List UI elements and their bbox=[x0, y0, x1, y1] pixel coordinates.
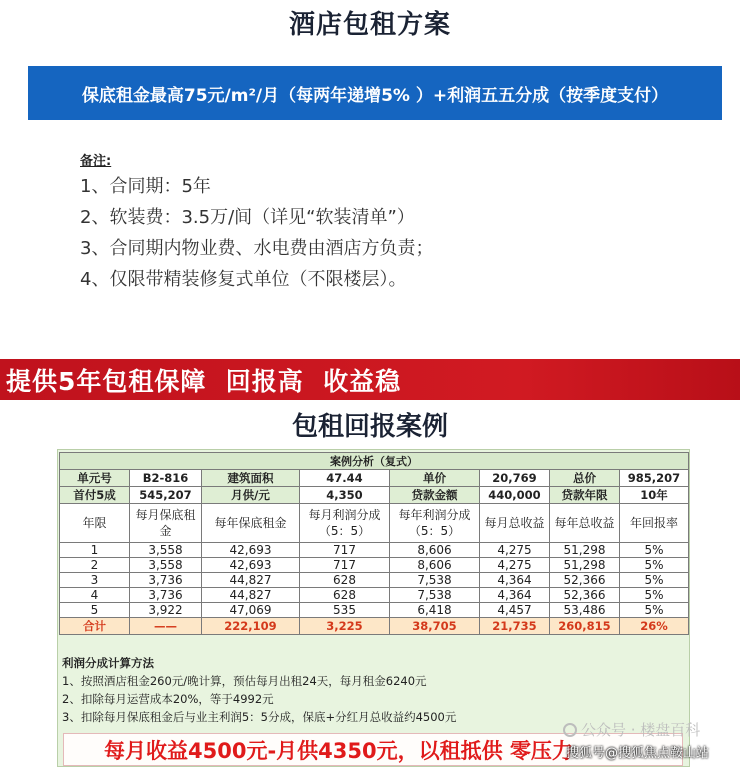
table-cell: 7,538 bbox=[390, 588, 480, 603]
table-row bbox=[60, 603, 689, 618]
table-cell: 1 bbox=[60, 543, 130, 558]
method-item: 1、按照酒店租金260元/晚计算，预估每月出租24天，每月租金6240元 bbox=[62, 674, 427, 688]
table-cell: 4,364 bbox=[480, 573, 550, 588]
table-cell: 每月保底租金 bbox=[130, 504, 202, 543]
watermark-gzh bbox=[563, 719, 700, 740]
table-cell: 首付5成 bbox=[60, 487, 130, 504]
table-cell: 21,735 bbox=[480, 618, 550, 635]
table-cell: 260,815 bbox=[550, 618, 620, 635]
table-cell: 53,486 bbox=[550, 603, 620, 618]
table-cell: 5% bbox=[620, 603, 689, 618]
table-cell: 月供/元 bbox=[202, 487, 300, 504]
table-cell: 222,109 bbox=[202, 618, 300, 635]
table-cell: 535 bbox=[300, 603, 390, 618]
table-cell: 440,000 bbox=[480, 487, 550, 504]
method-item: 3、扣除每月保底租金后与业主利润5：5分成，保底+分红月总收益约4500元 bbox=[62, 710, 457, 724]
watermark-sohu: 搜狐号@搜狐焦点鞍山站 bbox=[566, 746, 710, 761]
promo-text: 每月收益4500元-月供4350元，以租抵供 零压力 bbox=[104, 738, 573, 763]
table-row bbox=[60, 588, 689, 603]
table-cell: —— bbox=[130, 618, 202, 635]
guarantee-text: 提供5年包租保障 回报高 收益稳 bbox=[6, 366, 402, 396]
case-table bbox=[59, 452, 689, 635]
watermark-gzh-text: 公众号 · 楼盘百科 bbox=[581, 721, 701, 739]
wechat-icon bbox=[563, 723, 577, 737]
table-cell: 4,275 bbox=[480, 543, 550, 558]
table-cell: 4,457 bbox=[480, 603, 550, 618]
table-cell: 5% bbox=[620, 558, 689, 573]
table-cell: 51,298 bbox=[550, 543, 620, 558]
table-cell: 2 bbox=[60, 558, 130, 573]
header-row bbox=[60, 504, 689, 543]
table-caption-row bbox=[60, 453, 689, 470]
table-cell: 628 bbox=[300, 588, 390, 603]
table-cell: 3,922 bbox=[130, 603, 202, 618]
note-item: 4、仅限带精装修复式单位（不限楼层）。 bbox=[80, 269, 407, 290]
case-title: 包租回报案例 bbox=[291, 412, 448, 442]
table-cell: 3,558 bbox=[130, 558, 202, 573]
table-cell: 52,366 bbox=[550, 588, 620, 603]
table-cell: 单元号 bbox=[60, 470, 130, 487]
table-cell: 3,225 bbox=[300, 618, 390, 635]
method-section bbox=[62, 654, 456, 726]
table-cell: 38,705 bbox=[390, 618, 480, 635]
note-item: 2、软装费：3.5万/间（详见“软装清单”） bbox=[80, 207, 415, 228]
table-cell: 5% bbox=[620, 588, 689, 603]
table-cell: 4 bbox=[60, 588, 130, 603]
table-cell: 总价 bbox=[550, 470, 620, 487]
info-row bbox=[60, 470, 689, 487]
info-row bbox=[60, 487, 689, 504]
table-cell: 20,769 bbox=[480, 470, 550, 487]
table-cell: 52,366 bbox=[550, 573, 620, 588]
table-cell: 10年 bbox=[620, 487, 689, 504]
table-cell: 建筑面积 bbox=[202, 470, 300, 487]
table-cell: 单价 bbox=[390, 470, 480, 487]
table-cell: 年回报率 bbox=[620, 504, 689, 543]
notes-heading: 备注: bbox=[80, 154, 112, 169]
table-cell: 3,558 bbox=[130, 543, 202, 558]
table-cell: 每月利润分成（5：5） bbox=[300, 504, 390, 543]
table-cell: 717 bbox=[300, 558, 390, 573]
table-cell: 47,069 bbox=[202, 603, 300, 618]
table-cell: 42,693 bbox=[202, 558, 300, 573]
table-cell: 4,275 bbox=[480, 558, 550, 573]
table-cell: 44,827 bbox=[202, 588, 300, 603]
table-row bbox=[60, 543, 689, 558]
table-cell: 贷款年限 bbox=[550, 487, 620, 504]
table-cell: 年限 bbox=[60, 504, 130, 543]
table-cell: 44,827 bbox=[202, 573, 300, 588]
table-cell: 985,207 bbox=[620, 470, 689, 487]
table-cell: 26% bbox=[620, 618, 689, 635]
table-cell: 合计 bbox=[60, 618, 130, 635]
table-cell: 42,693 bbox=[202, 543, 300, 558]
table-cell: 贷款金额 bbox=[390, 487, 480, 504]
note-item: 3、合同期内物业费、水电费由酒店方负责； bbox=[80, 238, 434, 259]
table-cell: 6,418 bbox=[390, 603, 480, 618]
table-cell: 4,364 bbox=[480, 588, 550, 603]
table-cell: 8,606 bbox=[390, 558, 480, 573]
table-cell: 5% bbox=[620, 573, 689, 588]
table-cell: 545,207 bbox=[130, 487, 202, 504]
total-row bbox=[60, 618, 689, 635]
method-title: 利润分成计算方法 bbox=[62, 656, 154, 670]
table-cell: 3 bbox=[60, 573, 130, 588]
table-row bbox=[60, 558, 689, 573]
rent-terms-text: 保底租金最高75元/m²/月（每两年递增5% ）+利润五五分成（按季度支付） bbox=[81, 85, 669, 106]
table-cell: 每年保底租金 bbox=[202, 504, 300, 543]
page-title: 酒店包租方案 bbox=[288, 10, 451, 40]
rent-terms-banner bbox=[28, 66, 722, 120]
notes-section bbox=[80, 150, 433, 295]
note-item: 1、合同期：5年 bbox=[80, 176, 211, 197]
table-cell: 47.44 bbox=[300, 470, 390, 487]
table-cell: 3,736 bbox=[130, 573, 202, 588]
table-cell: 每年利润分成（5：5） bbox=[390, 504, 480, 543]
table-cell: 5% bbox=[620, 543, 689, 558]
table-caption: 案例分析（复式） bbox=[60, 453, 689, 470]
table-cell: 4,350 bbox=[300, 487, 390, 504]
table-cell: 每月总收益 bbox=[480, 504, 550, 543]
table-cell: B2-816 bbox=[130, 470, 202, 487]
table-cell: 51,298 bbox=[550, 558, 620, 573]
method-item: 2、扣除每月运营成本20%，等于4992元 bbox=[62, 692, 274, 706]
guarantee-banner bbox=[0, 359, 740, 400]
table-cell: 5 bbox=[60, 603, 130, 618]
table-cell: 628 bbox=[300, 573, 390, 588]
table-cell: 717 bbox=[300, 543, 390, 558]
table-cell: 8,606 bbox=[390, 543, 480, 558]
table-row bbox=[60, 573, 689, 588]
table-cell: 每年总收益 bbox=[550, 504, 620, 543]
table-cell: 3,736 bbox=[130, 588, 202, 603]
table-cell: 7,538 bbox=[390, 573, 480, 588]
